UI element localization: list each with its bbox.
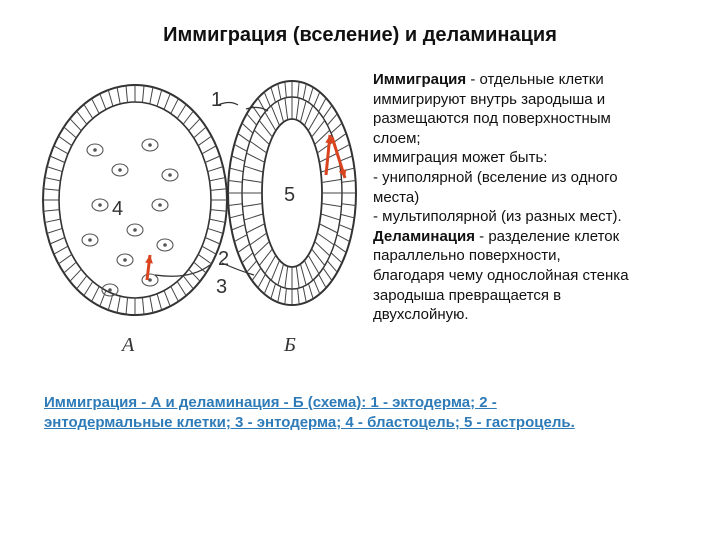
blastocoel-number: 4 (112, 198, 124, 220)
immigrating-cells (82, 139, 178, 296)
inner-cell-wall (322, 179, 342, 182)
outer-cell-wall (331, 253, 342, 263)
cell-wall (59, 136, 72, 145)
cell-wall (189, 119, 200, 131)
inner-cell-wall (322, 204, 342, 207)
cell-wall (117, 87, 120, 104)
cell-wall (208, 167, 223, 172)
cell-wall (126, 298, 128, 315)
inner-cell-wall (308, 255, 319, 274)
cell-wall (108, 90, 113, 106)
inner-cell-wall (321, 166, 340, 172)
cell-wall (142, 298, 144, 315)
inner-cell-wall (296, 98, 299, 120)
outer-cell-wall (278, 287, 281, 303)
outer-cell-wall (337, 235, 350, 242)
cell-wall (210, 178, 226, 181)
inner-cell-wall (271, 106, 279, 126)
outer-cell-wall (242, 123, 253, 133)
cell-wall (211, 189, 227, 191)
outer-cell-wall (334, 244, 346, 253)
inner-cell-wall (265, 112, 276, 131)
cell-wall (211, 210, 227, 212)
cell-wall (54, 146, 68, 154)
cell-wall (54, 246, 68, 254)
outer-cell-wall (323, 105, 332, 118)
outer-cell-wall (298, 82, 300, 98)
cell-nucleus (163, 243, 167, 247)
cell-wall (47, 228, 62, 233)
cell-wall (202, 146, 216, 154)
cell-wall (100, 94, 106, 110)
outer-cell-wall (238, 133, 250, 142)
cell-wall (177, 104, 186, 118)
cell-nucleus (88, 238, 92, 242)
outer-cell-wall (334, 133, 346, 142)
outer-cell-wall (238, 244, 250, 253)
label-b: Б (284, 334, 296, 356)
cell-wall (171, 99, 179, 114)
ectoderm-cells-a (43, 85, 230, 315)
outer-cell-wall (331, 123, 342, 133)
inner-cell-wall (315, 241, 330, 255)
inner-cell-wall (308, 112, 319, 131)
page-title: Иммиграция (вселение) и деламинация (163, 24, 557, 46)
outer-cell-wall (309, 284, 314, 299)
inner-cell-wall (312, 120, 325, 137)
cell-nucleus (148, 143, 152, 147)
outer-cell-wall (228, 204, 242, 206)
outer-cell-wall (242, 253, 253, 263)
inner-cell-wall (259, 249, 272, 266)
inner-cell-wall (296, 266, 299, 288)
inner-cell-wall (317, 233, 334, 245)
inner-cell-wall (247, 153, 265, 162)
callout-1: 1 (211, 89, 223, 111)
inner-cell-wall (300, 264, 306, 285)
inner-cell-wall (319, 224, 337, 233)
cell-nucleus (158, 203, 162, 207)
outer-cell-wall (234, 144, 247, 151)
inner-cell-wall (271, 260, 279, 280)
cell-wall (183, 111, 193, 124)
outer-cell-wall (319, 274, 326, 288)
cell-wall (126, 86, 128, 103)
outer-cell-wall (298, 288, 300, 304)
cell-wall (77, 276, 87, 289)
arrow-head (339, 169, 346, 178)
cell-wall (164, 291, 170, 307)
outer-cell-wall (342, 204, 356, 206)
outer-cell-wall (323, 268, 332, 281)
cell-wall (117, 296, 120, 313)
outer-cell-wall (303, 287, 306, 303)
outer-cell-wall (230, 168, 244, 172)
outer-cell-wall (314, 92, 320, 106)
cell-nucleus (93, 148, 97, 152)
cell-wall (210, 219, 226, 222)
cell-wall (198, 254, 211, 263)
cell-wall (177, 281, 186, 295)
inner-cell-wall (265, 255, 276, 274)
cell-wall (183, 276, 193, 289)
inner-cell-wall (278, 264, 284, 285)
cell-wall (92, 99, 100, 114)
cell-wall (45, 178, 61, 181)
outer-cell-wall (234, 235, 247, 242)
outer-cell-wall (314, 279, 320, 293)
outer-cell-wall (264, 92, 270, 106)
cell-wall (84, 104, 93, 118)
cell-wall (43, 210, 59, 212)
delamination-term: Деламинация (373, 227, 475, 245)
inner-cell-wall (244, 214, 263, 220)
cell-wall (70, 269, 81, 281)
outer-cell-wall (232, 156, 245, 161)
cell-wall (43, 189, 59, 191)
gastrocoel-number: 5 (284, 184, 296, 206)
cell-wall (150, 296, 153, 313)
cell-wall (45, 219, 61, 222)
cell-wall (198, 136, 211, 145)
label-a: А (122, 334, 135, 356)
inner-cell-wall (243, 179, 263, 182)
outer-cell-wall (339, 225, 352, 230)
inner-cell-wall (285, 98, 288, 120)
outer-cell-wall (327, 114, 337, 125)
cell-wall (157, 90, 162, 106)
inner-cell-wall (244, 166, 263, 172)
figure-caption: Иммиграция - А и деламинация - Б (схема): 1 - эктодерма; 2 - энтодермальные клетки; 3 - энтодерма; 4 - бластоцель; 5 - гастроцель. (44, 394, 575, 431)
inner-cell-wall (304, 260, 312, 280)
cell-nucleus (148, 278, 152, 282)
inner-cell-wall (321, 214, 340, 220)
cell-nucleus (123, 258, 127, 262)
cell-nucleus (98, 203, 102, 207)
cell-nucleus (133, 228, 137, 232)
outer-cell-wall (278, 84, 281, 100)
outer-cell-wall (339, 156, 352, 161)
outer-cell-wall (337, 144, 350, 151)
outer-cell-wall (285, 82, 287, 98)
inner-cell-wall (250, 233, 267, 245)
inner-cell-wall (304, 106, 312, 126)
cell-wall (50, 238, 65, 245)
outer-cell-wall (247, 261, 257, 272)
inner-cell-wall (300, 101, 306, 122)
cell-wall (202, 246, 216, 254)
outer-cell-wall (258, 274, 265, 288)
outer-cell-wall (341, 214, 355, 218)
cell-nucleus (118, 168, 122, 172)
callout-3: 3 (216, 276, 228, 298)
immigration-paragraph: Иммиграция - отдельные клетки (373, 71, 604, 88)
inner-cell-wall (254, 241, 269, 255)
cell-wall (194, 127, 206, 138)
inner-cell-wall (259, 120, 272, 137)
cell-wall (84, 281, 93, 295)
inner-cell-wall (312, 249, 325, 266)
cell-wall (157, 294, 162, 310)
inner-cell-wall (243, 204, 263, 207)
cell-wall (59, 254, 72, 263)
outer-cell-wall (228, 180, 242, 182)
outer-cell-wall (285, 288, 287, 304)
cell-wall (164, 94, 170, 110)
cell-wall (142, 86, 144, 103)
cell-wall (92, 286, 100, 301)
outer-cell-wall (271, 87, 276, 102)
outer-cell-wall (303, 84, 306, 100)
cell-wall (70, 119, 81, 131)
cell-wall (47, 167, 62, 172)
outer-cell-wall (271, 284, 276, 299)
cell-wall (205, 156, 220, 163)
immigration-term: Иммиграция (373, 71, 467, 88)
outer-cell-wall (232, 225, 245, 230)
outer-cell-wall (327, 261, 337, 272)
cell-wall (150, 87, 153, 104)
outer-cell-wall (230, 214, 244, 218)
cell-wall (77, 111, 87, 124)
cell-wall (50, 156, 65, 163)
embryo-diagram (40, 75, 360, 365)
inner-cell-wall (278, 101, 284, 122)
cell-wall (64, 262, 76, 273)
inner-cell-wall (285, 266, 288, 288)
outer-cell-wall (309, 87, 314, 102)
outer-cell-wall (319, 98, 326, 112)
delamination-paragraph: Деламинация - разделение клеток (373, 227, 620, 245)
inner-cell-wall (247, 224, 265, 233)
description-text: Иммиграция - отдельные клетки иммигрируют внутрь зародыша и размещаются под поверхностным слоем; иммиграция может быть: - униполярной (вселение из одного места) - мультиполярной (из разных мест). Деламинация - разделение клеток параллельно поверхности, благодаря чему однослойная стенка зародыша превращается в двухслойную. (373, 70, 703, 325)
inner-cell-wall (254, 130, 269, 144)
cell-wall (205, 238, 220, 245)
embryo-a (43, 85, 230, 315)
inner-cell-wall (250, 141, 267, 153)
cell-nucleus (108, 288, 112, 292)
outer-cell-wall (264, 279, 270, 293)
outer-cell-wall (247, 114, 257, 125)
cell-wall (64, 127, 76, 138)
cell-wall (208, 228, 223, 233)
callout-2: 2 (218, 248, 230, 270)
cell-wall (171, 286, 179, 301)
outer-cell-wall (342, 180, 356, 182)
cell-nucleus (168, 173, 172, 177)
